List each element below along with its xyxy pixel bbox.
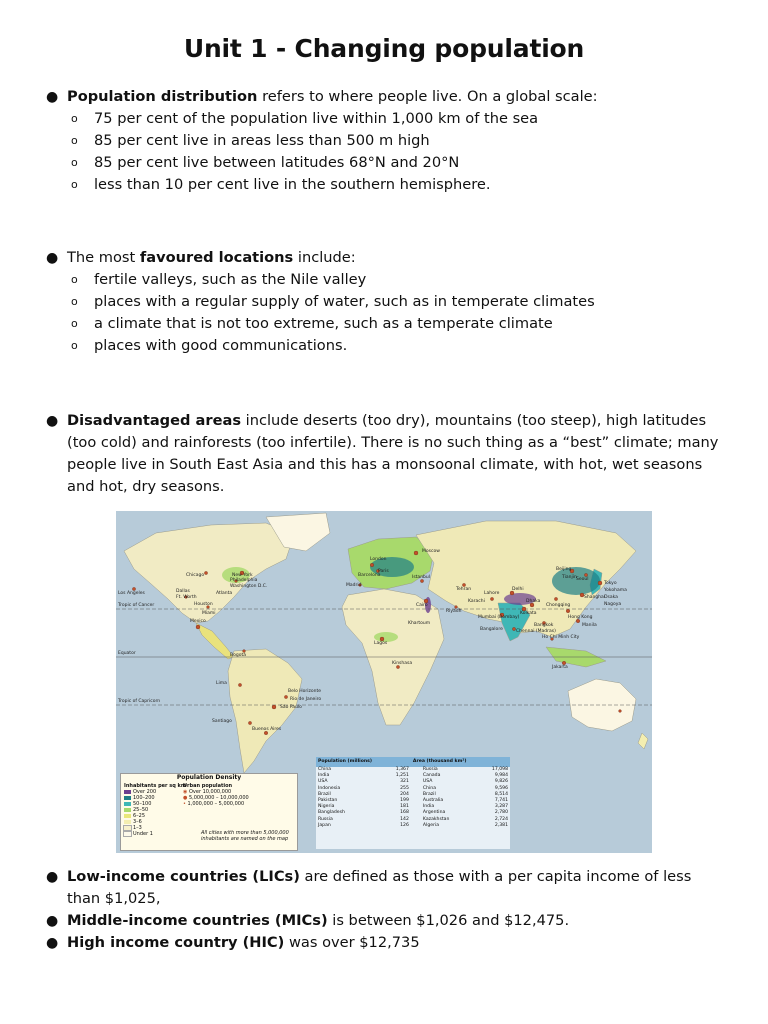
bullet-item	[0, 866, 768, 910]
city-label: Belo Horizonte	[288, 689, 322, 694]
pop-country-cell: Indonesia	[318, 785, 341, 791]
city-label: Ho Chi Minh City	[542, 635, 580, 640]
circle-bullet-icon: o	[71, 156, 78, 169]
city-label: Madrid	[346, 583, 362, 588]
city-label: Miami	[202, 611, 216, 616]
pop-country-cell: India	[318, 773, 330, 779]
small-city-dot-icon: •	[183, 801, 186, 807]
pop-country-cell: Japan	[318, 822, 331, 828]
legend-urban-label: Over 10,000,000	[188, 789, 232, 795]
legend-density-row	[124, 831, 156, 837]
tropic-of-capricorn-label: Tropic of Capricorn	[118, 699, 161, 704]
term-lics: Low-income countries (LICs)	[67, 868, 300, 885]
legend-density-label: 25–50	[133, 807, 149, 813]
city-label: Bangalore	[480, 627, 503, 632]
city-label: Tehran	[456, 587, 472, 592]
legend-swatch	[124, 820, 131, 824]
population-density-map	[116, 511, 652, 853]
legend-swatch	[124, 832, 131, 836]
sub-bullet-text: less than 10 per cent live in the southern hemisphere.	[94, 176, 491, 193]
sub-bullet-item	[0, 174, 768, 196]
medium-city-dot-icon: ●	[183, 795, 188, 801]
circle-bullet-icon: o	[71, 112, 78, 125]
legend-density-label: 3–6	[133, 819, 142, 825]
city-dot	[554, 597, 557, 600]
city-label: Kolkata	[520, 611, 537, 616]
area-value-cell: 8,514	[494, 791, 508, 797]
pop-country-cell: USA	[318, 779, 328, 785]
section-population-distribution	[0, 86, 768, 196]
city-label: Shanghai	[584, 595, 606, 600]
city-label: London	[370, 557, 387, 562]
bullet-text-pre: The most	[67, 249, 140, 266]
equator-label: Equator	[118, 651, 136, 656]
legend-urban-label: 5,000,000 – 10,000,000	[188, 795, 249, 801]
city-label: Dallas	[176, 589, 190, 594]
city-label: Los Angeles	[118, 591, 145, 596]
legend-urban-label: 1,000,000 – 5,000,000	[187, 801, 245, 807]
area-value-cell: 2,724	[494, 816, 508, 822]
bullet-icon: ●	[46, 413, 59, 429]
legend-swatch	[124, 796, 131, 800]
legend-swatch	[124, 802, 131, 806]
bullet-item	[0, 410, 768, 498]
city-dot	[598, 581, 602, 585]
city-label: Osaka	[604, 595, 618, 600]
city-label: Dhaka	[526, 599, 541, 604]
city-label: Mexico	[190, 619, 206, 624]
circle-bullet-icon: o	[71, 273, 78, 286]
city-label: Lima	[216, 681, 227, 686]
city-label: Barcelona	[358, 573, 381, 578]
pop-country-cell: China	[318, 767, 332, 772]
sub-bullet-text: fertile valleys, such as the Nile valley	[94, 271, 367, 288]
legend-swatch	[124, 826, 131, 830]
city-label: Houston	[194, 602, 213, 607]
bullet-item	[0, 910, 768, 932]
city-label: Washington D.C.	[230, 584, 268, 589]
map-legend	[120, 773, 298, 851]
area-country-cell: USA	[422, 779, 433, 785]
area-value-cell: 2,381	[494, 822, 508, 828]
sub-bullet-text: 85 per cent live between latitudes 68°N and 20°N	[94, 154, 460, 171]
city-label: Bangkok	[534, 623, 554, 628]
legend-urban-header: Urban population	[183, 783, 233, 789]
circle-bullet-icon: o	[71, 178, 78, 191]
central-america-landmass	[196, 623, 234, 659]
city-label: New York	[232, 573, 253, 578]
bullet-icon: ●	[46, 89, 59, 105]
city-label: Mumbai (Bombay)	[478, 615, 520, 620]
bullet-text: include:	[293, 249, 356, 266]
circle-bullet-icon: o	[71, 134, 78, 147]
city-label: Tokyo	[604, 581, 617, 586]
sub-bullet-text: places with a regular supply of water, such as in temperate climates	[94, 293, 595, 310]
bullet-icon: ●	[46, 250, 59, 266]
city-label: Karachi	[468, 599, 485, 604]
bullet-text: was over $12,735	[284, 934, 420, 951]
legend-density-label: Under 1	[133, 831, 153, 837]
table-row	[316, 823, 510, 829]
area-value-cell: 7,741	[494, 798, 508, 804]
city-label: Lagos	[374, 641, 388, 646]
term-disadvantaged-areas: Disadvantaged areas	[67, 412, 242, 429]
legend-note: All cities with more than 5,000,000 inhabitants are named on the map	[201, 830, 289, 842]
sub-bullet-item	[0, 313, 768, 335]
term-favoured-locations: favoured locations	[139, 249, 294, 266]
legend-density-header: Inhabitants per sq km	[124, 783, 187, 789]
section-disadvantaged-areas	[0, 410, 768, 498]
sub-bullet-item	[0, 291, 768, 313]
legend-title: Population Density	[176, 774, 242, 781]
sub-bullet-item	[0, 108, 768, 130]
city-label: Chicago	[186, 573, 205, 578]
city-dot	[490, 597, 493, 600]
city-label: Lahore	[484, 591, 500, 596]
city-dot	[248, 721, 251, 724]
city-dot	[272, 705, 276, 709]
city-label: Tianjin	[562, 575, 577, 580]
pop-value-cell: 181	[400, 804, 409, 810]
area-value-cell: 9,984	[494, 773, 508, 779]
city-label: Jakarta	[552, 665, 568, 670]
table-header-area: Area (thousand km²)	[411, 757, 510, 767]
circle-bullet-icon: o	[71, 317, 78, 330]
sub-bullet-item	[0, 152, 768, 174]
pop-country-cell: Russia	[318, 816, 333, 822]
city-label: Kinshasa	[392, 661, 413, 666]
bullet-text: include deserts (too dry), mountains (too steep), high latitudes (too cold) and rainforests (too infertile). There is no such thing as a “best” climate; many people live in South East Asia and this has a monsoonal climate, with hot, wet seasons and hot, dry seasons.	[67, 412, 719, 495]
bullet-item	[0, 247, 768, 269]
city-dot	[284, 695, 287, 698]
section-income-countries	[0, 866, 768, 954]
city-dot	[566, 609, 570, 613]
legend-swatch	[124, 790, 131, 794]
sub-bullet-item	[0, 130, 768, 152]
term-population-distribution: Population distribution	[67, 88, 258, 105]
city-label: Chongqing	[546, 603, 571, 608]
legend-urban-row	[183, 801, 249, 807]
legend-density-list	[124, 789, 156, 837]
population-area-table	[316, 757, 510, 849]
legend-density-label: 50–100	[133, 801, 152, 807]
tropic-of-cancer-label: Tropic of Cancer	[118, 603, 155, 608]
city-label: Philadelphia	[230, 578, 258, 583]
table-body	[316, 767, 510, 829]
city-label: São Paulo	[280, 705, 302, 710]
city-label: Hong Kong	[568, 615, 593, 620]
city-label: Delhi	[512, 587, 524, 592]
area-value-cell: 17,098	[491, 767, 508, 772]
city-dot	[414, 551, 418, 555]
pop-country-cell: Pakistan	[318, 798, 338, 804]
city-label: Manila	[582, 623, 597, 628]
city-dot	[196, 625, 200, 629]
sub-bullet-item	[0, 335, 768, 357]
circle-bullet-icon: o	[71, 339, 78, 352]
city-dot	[204, 571, 207, 574]
area-country-cell: India	[422, 804, 435, 810]
city-label: Ft. Worth	[176, 595, 197, 600]
city-label: Chennai (Madras)	[516, 629, 556, 634]
city-label: Rio de Janeiro	[290, 697, 322, 702]
sub-bullet-text: a climate that is not too extreme, such as a temperate climate	[94, 315, 553, 332]
new-zealand-landmass	[638, 733, 648, 749]
sub-bullet-text: places with good communications.	[94, 337, 348, 354]
pop-value-cell: 199	[400, 798, 409, 804]
city-label: Yokohama	[604, 588, 627, 593]
city-dot	[455, 606, 458, 609]
area-country-cell: Australia	[422, 798, 444, 804]
bullet-icon: ●	[46, 935, 59, 951]
city-label: Paris	[378, 569, 389, 574]
city-label: Khartoum	[408, 621, 431, 626]
legend-swatch	[124, 808, 131, 812]
bullet-item	[0, 932, 768, 954]
bullet-text: is between $1,026 and $12,475.	[327, 912, 570, 929]
term-hic: High income country (HIC)	[67, 934, 285, 951]
city-label: Atlanta	[216, 591, 233, 596]
city-dot	[238, 683, 241, 686]
pop-value-cell: 142	[400, 816, 409, 822]
city-label: Santiago	[212, 719, 232, 724]
pop-value-cell: 255	[400, 785, 409, 791]
south-america-landmass	[228, 649, 302, 773]
area-value-cell: 9,826	[494, 779, 508, 785]
city-label: Seoul	[576, 577, 589, 582]
city-label: Cairo	[416, 603, 428, 608]
city-label: Buenos Aires	[252, 727, 282, 732]
area-country-cell: Algeria	[422, 822, 440, 828]
table-header-population: Population (millions)	[316, 757, 411, 767]
legend-density-label: Over 200	[133, 789, 157, 795]
bullet-icon: ●	[46, 913, 59, 929]
pop-value-cell: 126	[400, 822, 409, 828]
page-title: Unit 1 - Changing population	[183, 34, 585, 63]
city-label: Riyadh	[446, 609, 462, 614]
section-favoured-locations	[0, 247, 768, 357]
area-country-cell: China	[422, 785, 437, 791]
city-label: Beijing	[556, 567, 572, 572]
area-country-cell: Kazakhstan	[422, 816, 450, 822]
pop-value-cell: 1,251	[395, 773, 409, 779]
pop-country-cell: Brazil	[318, 791, 331, 797]
area-value-cell: 9,596	[494, 785, 508, 791]
area-value-cell: 3,287	[494, 804, 508, 810]
legend-density-label: 1–3	[133, 825, 142, 831]
term-mics: Middle-income countries (MICs)	[67, 912, 328, 929]
city-dot	[243, 650, 246, 653]
pop-value-cell: 204	[400, 791, 409, 797]
sub-bullet-text: 85 per cent live in areas less than 500 m high	[94, 132, 430, 149]
city-label: Istanbul	[412, 575, 431, 580]
city-dot	[370, 563, 374, 567]
city-dot	[619, 710, 622, 713]
area-country-cell: Argentina	[422, 810, 446, 816]
city-label: Bogotá	[230, 653, 246, 658]
bullet-text: are defined as those with a per capita income of less than $1,025,	[67, 868, 692, 907]
bullet-icon: ●	[46, 869, 59, 885]
area-country-cell: Russia	[422, 767, 438, 772]
large-city-dot-icon: ◉	[183, 789, 188, 795]
legend-density-label: 100–200	[133, 795, 155, 801]
bullet-text: refers to where people live. On a global scale:	[257, 88, 598, 105]
pop-value-cell: 321	[400, 779, 409, 785]
legend-urban-list	[183, 789, 249, 807]
area-value-cell: 2,780	[494, 810, 508, 816]
circle-bullet-icon: o	[71, 295, 78, 308]
pop-country-cell: Bangladesh	[318, 810, 345, 816]
pop-country-cell: Nigeria	[318, 804, 335, 810]
area-country-cell: Canada	[422, 773, 441, 779]
legend-density-label: 6–25	[133, 813, 146, 819]
sub-bullet-text: 75 per cent of the population live within 1,000 km of the sea	[94, 110, 539, 127]
pop-value-cell: 1,367	[395, 767, 409, 772]
table-header-row	[316, 757, 510, 767]
sub-bullet-item	[0, 269, 768, 291]
area-country-cell: Brazil	[422, 791, 436, 797]
pop-value-cell: 168	[400, 810, 409, 816]
bullet-item	[0, 86, 768, 108]
city-label: Nagoya	[604, 602, 622, 607]
legend-swatch	[124, 814, 131, 818]
city-label: Moscow	[422, 549, 440, 554]
